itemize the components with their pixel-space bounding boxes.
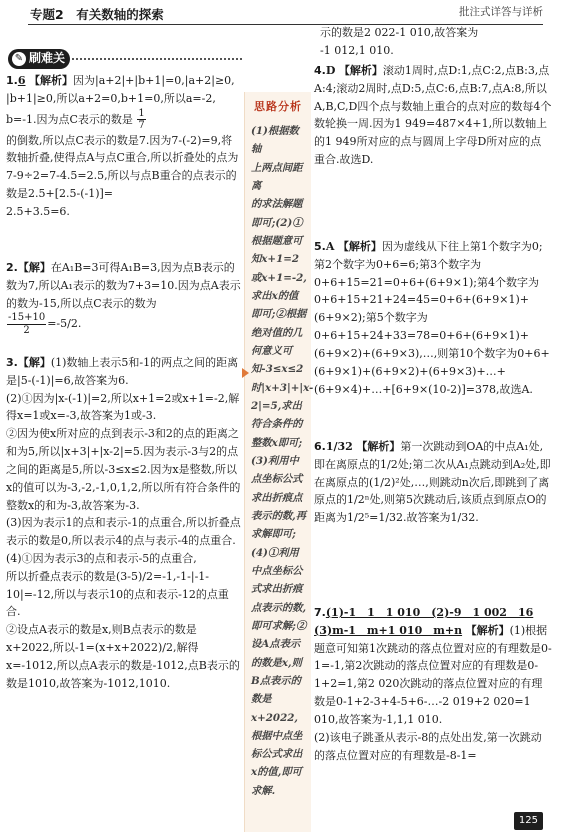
question-6: [314, 438, 552, 527]
solution-text: 2.5+3.5=6.: [6, 204, 70, 218]
answer-part-1: (1)-1 1 1 010 (2)-9 1 002 16: [325, 606, 534, 619]
solution-text: (2)①因为|x-(-1)|=2,所以x+1=2或x+1=-2,解得x=1或x=-3,故答案为1或-3.: [6, 391, 240, 423]
solution-text: ②因为使x所对应的点到表示-3和2的点的距离之和为5,所以|x+3|+|x-2|=5.因为表示-3与2的点之间的距离是5,所以-3≤x≤2.因为x是整数,所以x的值可以为-3,-2,-1,0,1,2,所以所有符合条件的整数x的和为-3,故答案为-3.: [6, 427, 241, 512]
solution-text: |b+1|≥0,所以a+2=0,b+1=0,所以a=-2,: [6, 91, 216, 105]
analysis-tag: 【解】: [17, 356, 51, 369]
answer-part-2: (3)m-1 m+1 010 m+n: [314, 623, 463, 637]
answer: D: [325, 64, 336, 77]
sidebar-heading: 思路分析: [254, 100, 302, 113]
answer: 6: [17, 74, 26, 87]
question-number: 4.: [314, 64, 326, 77]
solution-text: b=-1.因为点C表示的数是: [6, 112, 133, 126]
solution-text: 滚动1周时,点D:1,点C:2,点B:3,点A:4;滚动2周时,点D:5,点C:6,点B:7,点A:8,所以A,B,C,D四个点与数轴上重合的点对应的数每4个数轮换一周.因为1 949=487×4+1,所以数轴上的1 949所对应的点与圆周上字母D所对应的点重合.故选D.: [314, 64, 552, 167]
page-number: 125: [514, 812, 543, 830]
answer: 1/32: [325, 440, 353, 453]
question-number: 2.: [6, 261, 18, 274]
solution-text: (3)因为表示1的点和表示-1的点重合,所以折叠点表示的数是0,所以表示4的点与表示-4的点重合.: [6, 516, 241, 548]
question-number: 7.: [314, 606, 326, 619]
question-number: 6.: [314, 440, 326, 453]
question-1: [6, 72, 242, 221]
solution-text: 因为虚线从下往上第1个数字为0;第2个数字为0+6=6;第3个数字为0+6+15=21=0+6+(6+9×1);第4个数字为0+6+15+21+24=45=0+6+(6+9×1)+(6+9×2);第5个数字为0+6+15+24+33=78=0+6+(6+9×1)+(6+9×2)+(6+9×3),…,则第10个数字为0+6+(6+9×1)+(6+9×2)+(6+9×3)+…+(6+9×4)+…+[6+9×(10-2)]=378,故选A.: [314, 240, 550, 396]
analysis-tag: 【解析】: [29, 74, 73, 87]
pointer-arrow-icon: [242, 368, 249, 378]
solution-text: (4)①因为表示3的点和表示-5的点重合,: [6, 551, 197, 565]
solution-text: 所以折叠点表示的数是(3-5)/2=-1,-1-|-1-10|=-12,所以与表示10的点和表示-12的点重合.: [6, 569, 229, 619]
analysis-tag: 【解析】: [465, 623, 510, 637]
question-2: [6, 259, 242, 336]
solution-text: 第一次跳动到OA的中点A₁处,即在离原点的1/2处;第二次从A₁点跳动到A₂处,即在离原点的(1/2)²处,…,则跳动n次后,即跳到了离原点的1/2ⁿ处,则第5次跳动后,该质点到原点O的距离为1/2⁵=1/32.故答案为1/32.: [314, 440, 551, 525]
analysis-tag: 【解析】: [337, 240, 382, 253]
solution-text: (2)该电子跳蚤从表示-8的点处出发,第一次跳动的落点位置对应的有理数是-8-1=: [314, 730, 542, 762]
page-title: 专题2 有关数轴的探索: [30, 7, 164, 22]
question-3: [6, 354, 242, 692]
question-7: [314, 604, 552, 764]
solution-text: (1)数轴上表示5和-1的两点之间的距离是|5-(-1)|=6,故答案为6.: [6, 356, 239, 387]
sidebar-text: (1)根据数轴 上两点间距离 的求法解题 即可;(2)①根据题意可知x+1=2或x+1=-2,求出x的值即可;②根据绝对值的几何意义可知-3≤x≤2时|x+3|+|x-2|=5,求出符合条件的整数x即可;(3)利用中点坐标公式求出折痕点表示的数,再求解即可;(4)①利用中点坐标公式求出折痕点表示的数,即可求解;②设A点表示的数是x,则B点表示的数是x+2022,根据中点坐标公式求出x的值,即可求解.: [251, 125, 314, 797]
question-number: 1.: [6, 74, 18, 87]
solution-text: ②设点A表示的数是x,则B点表示的数是x+2022,所以-1=(x+x+2022)/2,解得x=-1012,所以点A表示的数是-1012,点B表示的数是1010,故答案为-1012,1010.: [6, 623, 240, 690]
question-3-continued: [320, 24, 552, 60]
question-4: [314, 62, 552, 169]
solution-text: 示的数是2 022-1 010,故答案为: [320, 26, 479, 39]
section-badge: [8, 49, 70, 69]
solution-text: -1 012,1 010.: [320, 43, 394, 57]
thinking-analysis-sidebar: [244, 92, 314, 832]
analysis-tag: 【解】: [17, 261, 51, 274]
question-5: [314, 238, 552, 398]
question-number: 3.: [6, 356, 18, 369]
pencil-icon: ✎: [12, 52, 26, 66]
solution-text: 的倒数,所以点C表示的数是7.因为7-(-2)=9,将数轴折叠,使得点A与点C重合,所以折叠处的点为7-9÷2=7-4.5=2.5,所以与点B重合的点表示的数是2.5+[2.5-(-1)]=: [6, 133, 239, 201]
fraction-1-7: $\frac{1}{7}$: [138, 107, 145, 132]
page-header-right: 批注式详答与详析: [459, 6, 543, 18]
analysis-tag: 【解析】: [338, 64, 383, 77]
solution-text: =-5/2.: [47, 317, 82, 331]
analysis-tag: 【解析】: [356, 440, 401, 453]
section-divider: [72, 58, 242, 60]
solution-text: 因为|a+2|+|b+1|=0,|a+2|≥0,: [73, 74, 235, 87]
answer: A: [325, 240, 335, 253]
solution-text: 在A₁B=3可得A₁B=3,因为点B表示的数为7,所以A₁表示的数为7+3=10.因为点A表示的数为-15,所以点C表示的数为: [6, 261, 241, 310]
fraction: $\frac{-15+10}{2}$: [8, 312, 46, 336]
solution-text: (1)根据题意可知第1次跳动的落点位置对应的有理数是0-1=-1,第2次跳动的落点位置对应的有理数是0-1+2=1,第2 020次跳动的落点位置对应的有理数是0-1+2-3+4-5+6-…-2 019+2 020=1 010,故答案为-1,1,1 010.: [314, 623, 552, 726]
question-number: 5.: [314, 240, 326, 253]
section-badge-label: 刷难关: [29, 51, 66, 66]
